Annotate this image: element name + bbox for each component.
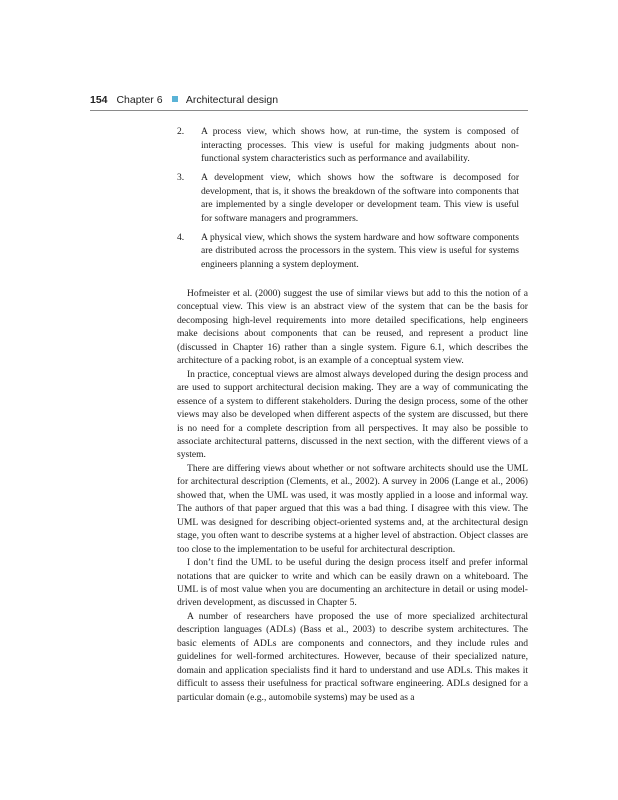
chapter-title: Architectural design <box>185 94 279 106</box>
numbered-list <box>177 125 519 277</box>
body-text <box>177 287 528 704</box>
paragraph: I don’t find the UML to be useful during the design process itself and prefer informal notations that are quicker to write and which can be easily drawn on a whiteboard. The UML is of most value when you are documenting an architecture in detail or using model-driven development, as discussed in Chapter 5. <box>177 557 528 609</box>
page-number: 154 <box>90 94 108 106</box>
running-header <box>90 94 528 111</box>
paragraph: A number of researchers have proposed the use of more specialized architectural description languages (ADLs) (Bass et al., 2003) to describe system architectures. The basic elements of ADLs are components and connectors, and they include rules and guidelines for well-formed architectures. However, because of their specialized nature, domain and application specialists find it hard to understand and use ADLs. This makes it difficult to assess their usefulness for practical software engineering. ADLs designed for a particular domain (e.g., automobile systems) may be used as a <box>177 610 528 703</box>
list-item <box>177 231 519 272</box>
list-item-text: A process view, which shows how, at run-time, the system is composed of interacting processes. This view is useful for making judgments about non-functional system characteristics such as performance and availability. <box>201 126 519 164</box>
paragraph: In practice, conceptual views are almost always developed during the design process and are used to support architectural decision making. They are a way of communicating the essence of a system to different stakeholders. During the design process, some of the other views may also be developed when different aspects of the system are discussed, but there is no need for a complete description from all perspectives. It may also be possible to associate architectural patterns, discussed in the next section, with the different views of a system. <box>177 368 528 461</box>
list-item <box>177 125 519 166</box>
paragraph: Hofmeister et al. (2000) suggest the use of similar views but add to this the notion of a conceptual view. This view is an abstract view of the system that can be the basis for decomposing high-level requirements into more detailed specifications, help engineers make decisions about components that can be reused, and represent a product line (discussed in Chapter 16) rather than a single system. Figure 6.1, which describes the architecture of a packing robot, is an example of a conceptual system view. <box>177 288 528 367</box>
list-item-number: 4. <box>177 231 185 243</box>
list-item-text: A physical view, which shows the system hardware and how software components are distributed across the processors in the system. This view is useful for systems engineers planning a system deployment. <box>201 231 519 270</box>
list-item <box>177 171 519 225</box>
list-item-number: 2. <box>177 126 185 137</box>
list-item-number: 3. <box>177 172 185 183</box>
chapter-label: Chapter 6 <box>116 94 163 106</box>
list-item-text: A development view, which shows how the software is decomposed for development, that is, it shows the breakdown of the software into components that are implemented by a single developer or development team. This view is useful for software managers and programmers. <box>201 172 519 224</box>
header-square-icon <box>172 96 178 102</box>
paragraph: There are differing views about whether or not software architects should use the UML for architectural description (Clements, et al., 2002). A survey in 2006 (Lange et al., 2006) showed that, when the UML was used, it was mostly applied in a loose and informal way. The authors of that paper argued that this was a bad thing. I disagree with this view. The UML was designed for describing object-oriented systems and, at the architectural design stage, you often want to describe systems at a higher level of abstraction. Object classes are too close to the implementation to be useful for architectural description. <box>177 462 528 555</box>
